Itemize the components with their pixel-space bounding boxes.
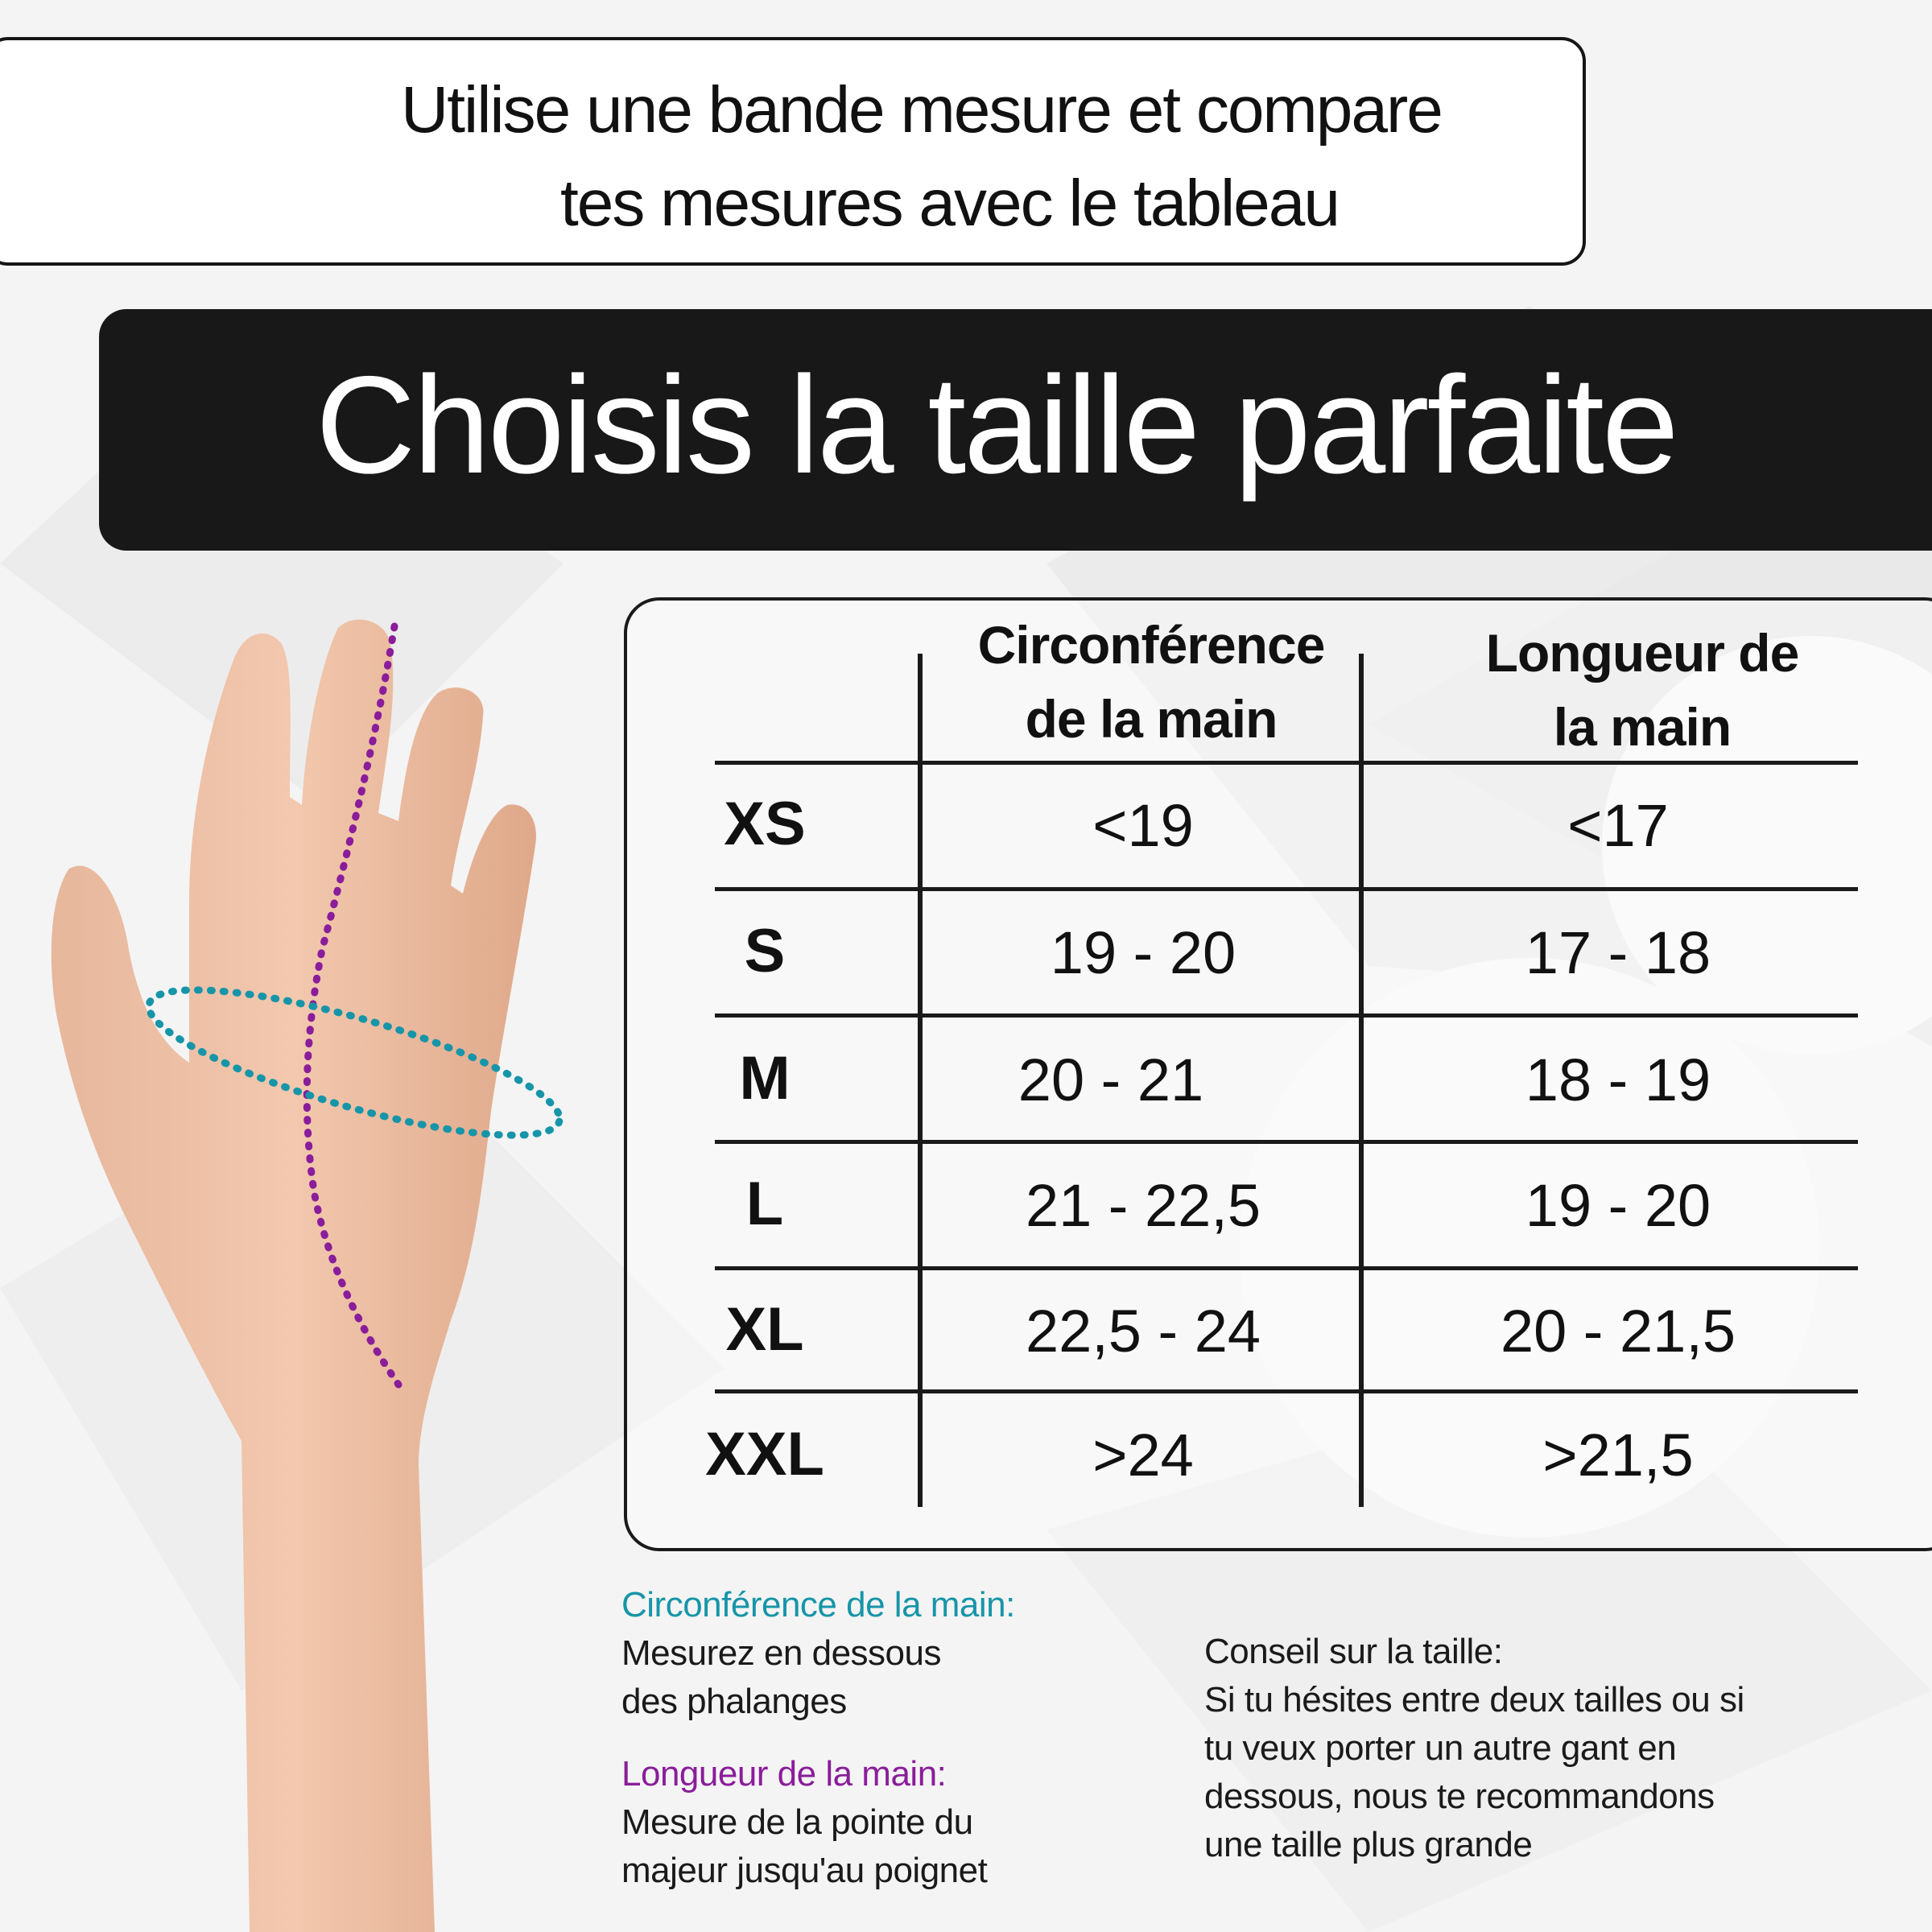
page-title: Choisis la taille parfaite [316,348,1677,502]
table-row-circumference: 21 - 22,5 [1025,1172,1261,1239]
table-row-length: 18 - 19 [1525,1046,1711,1113]
header-length-line-1: Longueur de [1485,623,1799,683]
note-advice-line: une taille plus grande [1204,1825,1533,1864]
note-advice-line: Si tu hésites entre deux tailles ou si [1204,1680,1744,1719]
table-row-size: XL [725,1295,804,1364]
table-divider-vertical-2 [1359,654,1364,1507]
note-circumference-title: Circonférence de la main: [621,1585,1015,1624]
table-row-length: 20 - 21,5 [1500,1298,1736,1364]
table-divider-horizontal [715,887,1858,891]
note-circumference [621,1581,1015,1726]
table-divider-horizontal [715,761,1858,765]
header-circumference [934,608,1368,756]
note-length [621,1750,987,1895]
header-length [1409,616,1876,764]
note-advice-line: dessous, nous te recommandons [1204,1777,1715,1816]
table-row-length: >21,5 [1542,1422,1694,1488]
table-row-circumference: 22,5 - 24 [1025,1298,1261,1364]
note-length-title: Longueur de la main: [621,1754,947,1794]
table-row-length: 17 - 18 [1525,919,1711,986]
intro-line-2: tes mesures avec le tableau [560,167,1339,240]
table-row-circumference: 20 - 21 [1018,1046,1204,1113]
table-row-length: 19 - 20 [1525,1172,1711,1239]
table-divider-horizontal [715,1389,1858,1393]
table-row-size: L [745,1170,784,1238]
note-advice-line: tu veux porter un autre gant en [1204,1728,1677,1768]
table-row-size: M [739,1044,791,1113]
note-advice [1204,1628,1744,1869]
header-length-line-2: la main [1553,697,1732,757]
header-circumference-line-2: de la main [1025,689,1278,749]
note-length-line: majeur jusqu'au poignet [621,1851,988,1890]
note-length-line: Mesure de la pointe du [621,1802,973,1842]
header-circumference-line-1: Circonférence [977,615,1325,675]
hand-shape [52,620,536,1932]
table-row-size: S [744,917,786,985]
note-circumference-line: Mesurez en dessous [621,1633,941,1673]
intro-line-1: Utilise une bande mesure et compare [401,73,1442,147]
table-row-circumference: >24 [1092,1422,1194,1488]
note-circumference-line: des phalanges [621,1682,847,1721]
table-divider-horizontal [715,1140,1858,1144]
table-divider-horizontal [715,1266,1858,1270]
table-row-circumference: <19 [1092,792,1194,859]
hand-illustration [0,596,612,1932]
table-row-length: <17 [1567,792,1669,859]
table-row-size: XXL [705,1420,824,1488]
table-row-circumference: 19 - 20 [1050,919,1236,986]
table-row-size: XS [724,790,806,858]
note-advice-title: Conseil sur la taille: [1204,1632,1503,1671]
table-divider-horizontal [715,1013,1858,1018]
